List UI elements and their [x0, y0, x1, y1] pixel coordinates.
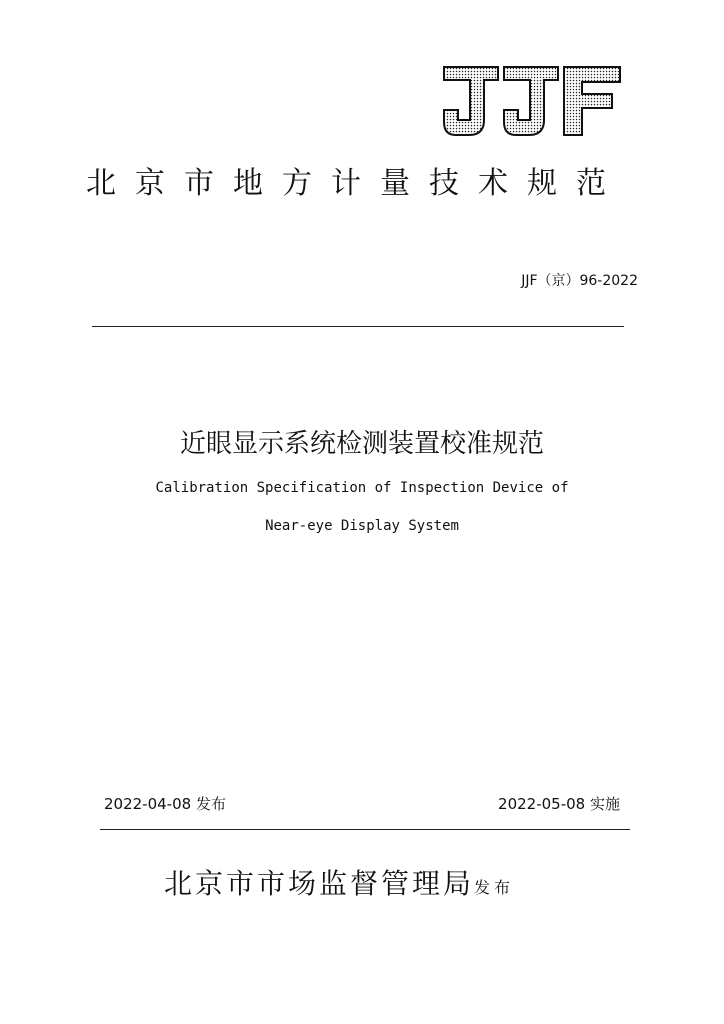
document-title-english-line2: Near-eye Display System — [265, 518, 459, 534]
series-title: 北京市地方计量技术规范 — [86, 166, 625, 201]
publisher-name: 北京市市场监督管理局 — [164, 867, 475, 900]
bottom-divider — [100, 829, 630, 830]
issue-date: 2022-04-08 发布 — [104, 795, 226, 813]
jjf-logo — [440, 64, 624, 138]
publisher — [164, 862, 514, 902]
logo-text: JJF — [440, 64, 442, 65]
implementation-date: 2022-05-08 实施 — [498, 795, 620, 813]
publisher-suffix: 发布 — [474, 878, 515, 897]
document-title-chinese: 近眼显示系统检测装置校准规范 — [179, 429, 544, 459]
standard-number: JJF（京）96-2022 — [521, 273, 638, 289]
document-title-english-line1: Calibration Specification of Inspection Device of — [155, 480, 569, 496]
top-divider — [92, 326, 624, 327]
